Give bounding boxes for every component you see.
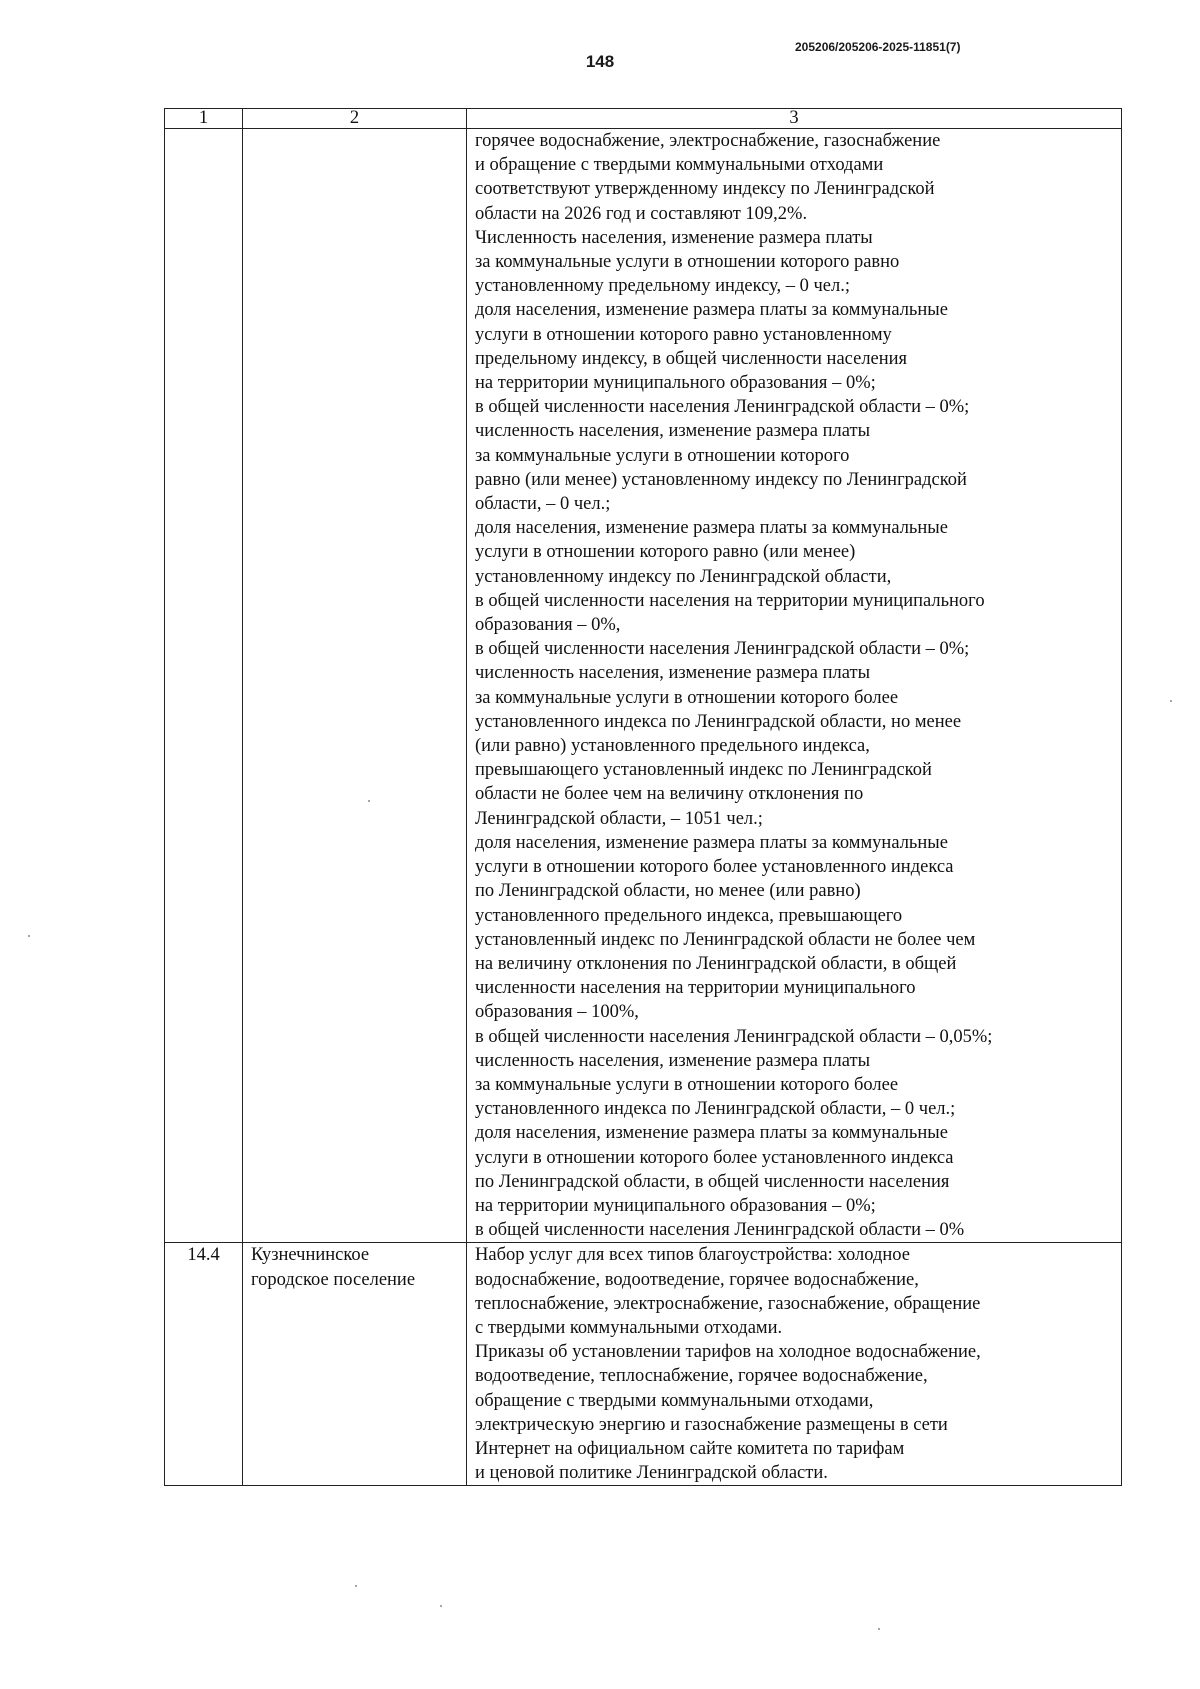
scan-speck [368, 800, 370, 802]
text-line: на величину отклонения по Ленинградской области, в общей [475, 953, 957, 974]
text-line: на территории муниципального образования – 0%; [475, 373, 876, 394]
table-row [165, 1243, 1122, 1486]
text-line: доля населения, изменение размера платы за коммунальные [475, 300, 948, 321]
text-line: услуги в отношении которого равно (или менее) [475, 542, 856, 563]
text-line: теплоснабжение, электроснабжение, газоснабжение, обращение [475, 1293, 981, 1314]
text-line: установленного предельного индекса, превышающего [475, 905, 903, 926]
text-line: доля населения, изменение размера платы за коммунальные [475, 1123, 948, 1144]
text-line: установленному индексу по Ленинградской области, [475, 566, 892, 587]
text-line: водоснабжение, водоотведение, горячее водоснабжение, [475, 1269, 919, 1290]
settlement-name-cell [243, 1243, 467, 1486]
description-cell [467, 129, 1122, 1243]
text-line: за коммунальные услуги в отношении которого более [475, 1074, 899, 1095]
table-row [165, 129, 1122, 1243]
text-line: в общей численности населения Ленинградской области – 0%; [475, 639, 970, 660]
scan-speck [355, 1585, 357, 1587]
scan-speck [878, 1628, 880, 1630]
text-line: численность населения, изменение размера платы [475, 1050, 870, 1071]
text-line: в общей численности населения на территории муниципального [475, 590, 985, 611]
text-line: установленного индекса по Ленинградской области, – 0 чел.; [475, 1099, 956, 1120]
text-line: численность населения, изменение размера платы [475, 421, 870, 442]
text-line: соответствуют утвержденному индексу по Ленинградской [475, 179, 935, 200]
text-line: обращение с твердыми коммунальными отходами, [475, 1390, 874, 1411]
text-line: услуги в отношении которого более установленного индекса [475, 1147, 954, 1168]
table-header-row [165, 109, 1122, 129]
text-line: Интернет на официальном сайте комитета по тарифам [475, 1438, 905, 1459]
text-line: численности населения на территории муниципального [475, 978, 916, 999]
tariff-table [164, 108, 1122, 1486]
text-line: образования – 0%, [475, 615, 621, 636]
settlement-name-cell [243, 129, 467, 1243]
scan-speck [440, 1605, 442, 1607]
text-line: в общей численности населения Ленинградской области – 0% [475, 1220, 965, 1241]
text-line: области, – 0 чел.; [475, 494, 611, 515]
text-line: услуги в отношении которого более установленного индекса [475, 857, 954, 878]
scan-speck [1170, 700, 1172, 702]
text-line: Ленинградской области, – 1051 чел.; [475, 808, 763, 829]
text-line: Кузнечнинское [251, 1245, 370, 1266]
page-number: 148 [585, 52, 615, 71]
text-line: горячее водоснабжение, электроснабжение, газоснабжение [475, 131, 941, 151]
column-header-2: 2 [243, 109, 467, 129]
row-number-cell [165, 129, 243, 1243]
text-line: равно (или менее) установленному индексу по Ленинградской [475, 469, 967, 490]
text-line: Численность населения, изменение размера платы [475, 227, 873, 248]
text-line: (или равно) установленного предельного индекса, [475, 736, 870, 757]
text-line: водоотведение, теплоснабжение, горячее водоснабжение, [475, 1366, 928, 1387]
text-line: доля населения, изменение размера платы за коммунальные [475, 832, 948, 853]
text-line: за коммунальные услуги в отношении которого [475, 445, 850, 466]
text-line: по Ленинградской области, в общей численности населения [475, 1171, 950, 1192]
row-number-cell: 14.4 [165, 1243, 243, 1486]
document-id: 205206/205206-2025-11851(7) [795, 40, 961, 54]
text-line: и обращение с твердыми коммунальными отходами [475, 155, 884, 176]
scan-speck [28, 935, 30, 937]
text-line: Приказы об установлении тарифов на холодное водоснабжение, [475, 1342, 981, 1363]
text-line: за коммунальные услуги в отношении которого равно [475, 252, 900, 273]
text-line: городское поселение [251, 1269, 416, 1290]
text-line: образования – 100%, [475, 1002, 639, 1023]
text-line: предельному индексу, в общей численности населения [475, 348, 908, 369]
text-line: области не более чем на величину отклонения по [475, 784, 864, 805]
text-line: в общей численности населения Ленинградской области – 0,05%; [475, 1026, 993, 1047]
text-line: Набор услуг для всех типов благоустройства: холодное [475, 1245, 910, 1266]
text-line: превышающего установленный индекс по Ленинградской [475, 760, 932, 781]
text-line: установленному предельному индексу, – 0 чел.; [475, 276, 850, 297]
text-line: и ценовой политике Ленинградской области. [475, 1463, 828, 1484]
text-line: доля населения, изменение размера платы за коммунальные [475, 518, 948, 539]
text-line: установленного индекса по Ленинградской области, но менее [475, 711, 962, 732]
text-line: на территории муниципального образования – 0%; [475, 1195, 876, 1216]
column-header-3: 3 [467, 109, 1122, 129]
text-line: численность населения, изменение размера платы [475, 663, 870, 684]
description-cell [467, 1243, 1122, 1486]
text-line: за коммунальные услуги в отношении которого более [475, 687, 899, 708]
text-line: в общей численности населения Ленинградской области – 0%; [475, 397, 970, 418]
text-line: электрическую энергию и газоснабжение размещены в сети [475, 1414, 948, 1435]
text-line: с твердыми коммунальными отходами. [475, 1317, 783, 1338]
text-line: услуги в отношении которого равно установленному [475, 324, 892, 345]
text-line: области на 2026 год и составляют 109,2%. [475, 203, 808, 224]
column-header-1: 1 [165, 109, 243, 129]
text-line: установленный индекс по Ленинградской области не более чем [475, 929, 976, 950]
text-line: по Ленинградской области, но менее (или равно) [475, 881, 861, 902]
